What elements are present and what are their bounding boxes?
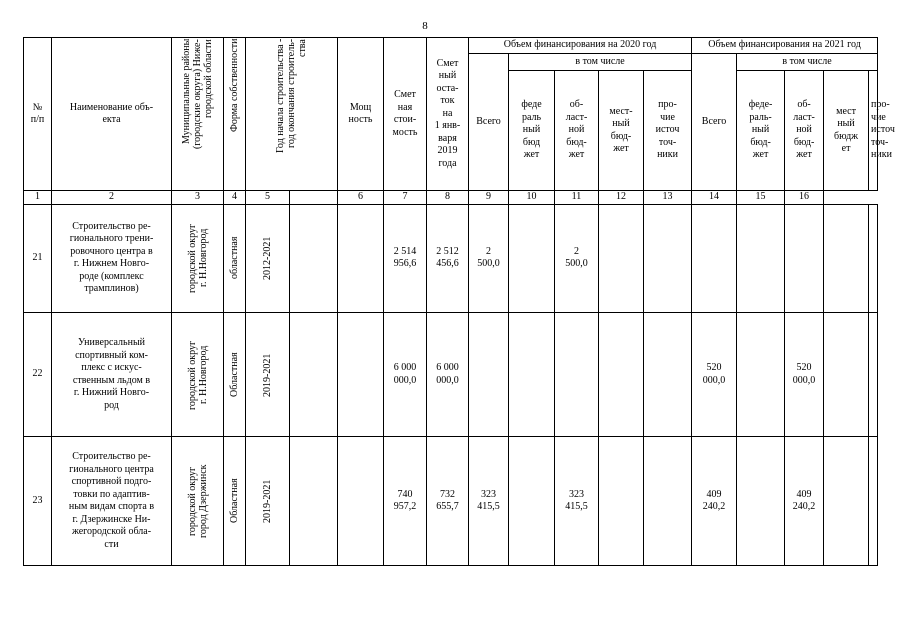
column-number: 15 <box>737 191 785 205</box>
row-regional-2021: 409 240,2 <box>785 437 824 566</box>
header-ownership <box>224 38 246 191</box>
row-district <box>172 312 224 437</box>
row-remaining: 2 512 456,6 <box>427 204 469 312</box>
row-total-2020: 323 415,5 <box>469 437 509 566</box>
column-number: 16 <box>785 191 824 205</box>
header-district <box>172 38 224 191</box>
row-empty <box>290 312 338 437</box>
header-num: № п/п <box>24 38 52 191</box>
row-total-2021: 520 000,0 <box>692 312 737 437</box>
row-other-2020 <box>644 437 692 566</box>
row-local-2021 <box>824 437 869 566</box>
header-total-2021: Всего <box>692 53 737 191</box>
header-total-2020: Всего <box>469 53 509 191</box>
row-federal-2021 <box>737 437 785 566</box>
row-remaining: 6 000 000,0 <box>427 312 469 437</box>
header-row-1 <box>24 38 878 54</box>
row-federal-2020 <box>509 437 555 566</box>
row-capacity <box>338 204 384 312</box>
header-estimated-cost: Смет ная стои- мость <box>384 38 427 191</box>
row-regional-2021 <box>785 204 824 312</box>
row-name: Строительство ре- гионального трени- ровочного центра в г. Нижнем Новго- роде (комплекс трамплинов) <box>52 204 172 312</box>
header-federal-2020: феде раль ный бюд жет <box>509 71 555 191</box>
row-district-text: городской округ г. Н.Новгород <box>186 223 209 293</box>
column-number: 8 <box>427 191 469 205</box>
header-other-2021: про- чие источ точ- ники <box>869 71 878 191</box>
column-number: 5 <box>246 191 290 205</box>
row-num: 21 <box>24 204 52 312</box>
row-other-2021 <box>869 312 878 437</box>
column-number: 9 <box>469 191 509 205</box>
row-ownership-text: Областная <box>229 478 240 524</box>
row-years-text: 2012-2021 <box>262 236 273 280</box>
row-years-text: 2019-2021 <box>262 353 273 397</box>
row-local-2020 <box>599 437 644 566</box>
header-local-2020: мест- ный бюд- жет <box>599 71 644 191</box>
row-total-2021: 409 240,2 <box>692 437 737 566</box>
row-regional-2021: 520 000,0 <box>785 312 824 437</box>
row-local-2020 <box>599 204 644 312</box>
header-ownership-text: Форма собственности <box>229 39 240 133</box>
row-years <box>246 312 290 437</box>
header-other-2020: про- чие источ точ- ники <box>644 71 692 191</box>
row-num: 22 <box>24 312 52 437</box>
row-regional-2020 <box>555 312 599 437</box>
header-fin-2020: Объем финансирования на 2020 год <box>469 38 692 54</box>
row-federal-2021 <box>737 312 785 437</box>
header-district-text: Муниципальные районы (городские округа) Ниже- городской области <box>181 39 214 149</box>
row-estimated-cost: 740 957,2 <box>384 437 427 566</box>
header-years <box>246 38 338 191</box>
row-capacity <box>338 312 384 437</box>
row-total-2020 <box>469 312 509 437</box>
row-local-2021 <box>824 204 869 312</box>
row-district-text: городской округ город Дзержинск <box>186 464 209 538</box>
row-total-2020: 2 500,0 <box>469 204 509 312</box>
page-number: 8 <box>422 20 428 32</box>
row-other-2021 <box>869 204 878 312</box>
row-name: Строительство ре- гионального центра спортивной подго- товки по адаптив- ным видам спорта в г. Дзержинске Ни- жегородской обла- сти <box>52 437 172 566</box>
row-other-2020 <box>644 204 692 312</box>
table-row <box>24 437 878 566</box>
table-row <box>24 312 878 437</box>
column-number: 3 <box>172 191 224 205</box>
column-number: 4 <box>224 191 246 205</box>
row-years <box>246 437 290 566</box>
column-number: 1 <box>24 191 52 205</box>
column-number: 14 <box>692 191 737 205</box>
row-estimated-cost: 2 514 956,6 <box>384 204 427 312</box>
row-district <box>172 437 224 566</box>
financing-table <box>23 37 895 566</box>
header-federal-2021: феде- раль- ный бюд- жет <box>737 71 785 191</box>
header-capacity: Мощ ность <box>338 38 384 191</box>
row-ownership <box>224 204 246 312</box>
row-ownership <box>224 437 246 566</box>
column-number: 6 <box>338 191 384 205</box>
table-row <box>24 204 878 312</box>
row-capacity <box>338 437 384 566</box>
row-empty <box>290 437 338 566</box>
row-regional-2020: 323 415,5 <box>555 437 599 566</box>
column-number: 7 <box>384 191 427 205</box>
header-years-text: Год начала строительства - год окончания строитель- ства <box>275 39 308 154</box>
row-local-2021 <box>824 312 869 437</box>
row-years <box>246 204 290 312</box>
column-number: 11 <box>555 191 599 205</box>
row-remaining: 732 655,7 <box>427 437 469 566</box>
row-num: 23 <box>24 437 52 566</box>
column-number: 2 <box>52 191 172 205</box>
row-name: Универсальный спортивный ком- плекс с искус- ственным льдом в г. Нижний Новго- род <box>52 312 172 437</box>
row-federal-2021 <box>737 204 785 312</box>
row-years-text: 2019-2021 <box>262 479 273 523</box>
header-including-2021: в том числе <box>737 53 878 71</box>
row-other-2021 <box>869 437 878 566</box>
header-regional-2020: об- ласт- ной бюд- жет <box>555 71 599 191</box>
header-name: Наименование объ- екта <box>52 38 172 191</box>
row-estimated-cost: 6 000 000,0 <box>384 312 427 437</box>
column-number: 10 <box>509 191 555 205</box>
column-number <box>290 191 338 205</box>
row-federal-2020 <box>509 204 555 312</box>
row-district-text: городской округ г. Н.Новгород <box>186 340 209 410</box>
header-fin-2021: Объем финансирования на 2021 год <box>692 38 878 54</box>
header-regional-2021: об- ласт- ной бюд- жет <box>785 71 824 191</box>
row-empty <box>290 204 338 312</box>
header-remaining: Смет ный оста- ток на 1 янв- варя 2019 года <box>427 38 469 191</box>
row-other-2020 <box>644 312 692 437</box>
row-federal-2020 <box>509 312 555 437</box>
row-district <box>172 204 224 312</box>
column-number: 12 <box>599 191 644 205</box>
row-local-2020 <box>599 312 644 437</box>
row-total-2021 <box>692 204 737 312</box>
row-regional-2020: 2 500,0 <box>555 204 599 312</box>
row-ownership-text: областная <box>229 236 240 280</box>
row-ownership <box>224 312 246 437</box>
column-number: 13 <box>644 191 692 205</box>
header-including-2020: в том числе <box>509 53 692 71</box>
header-local-2021: мест ный бюдж ет <box>824 71 869 191</box>
row-ownership-text: Областная <box>229 352 240 398</box>
column-numbers-row <box>24 191 878 205</box>
